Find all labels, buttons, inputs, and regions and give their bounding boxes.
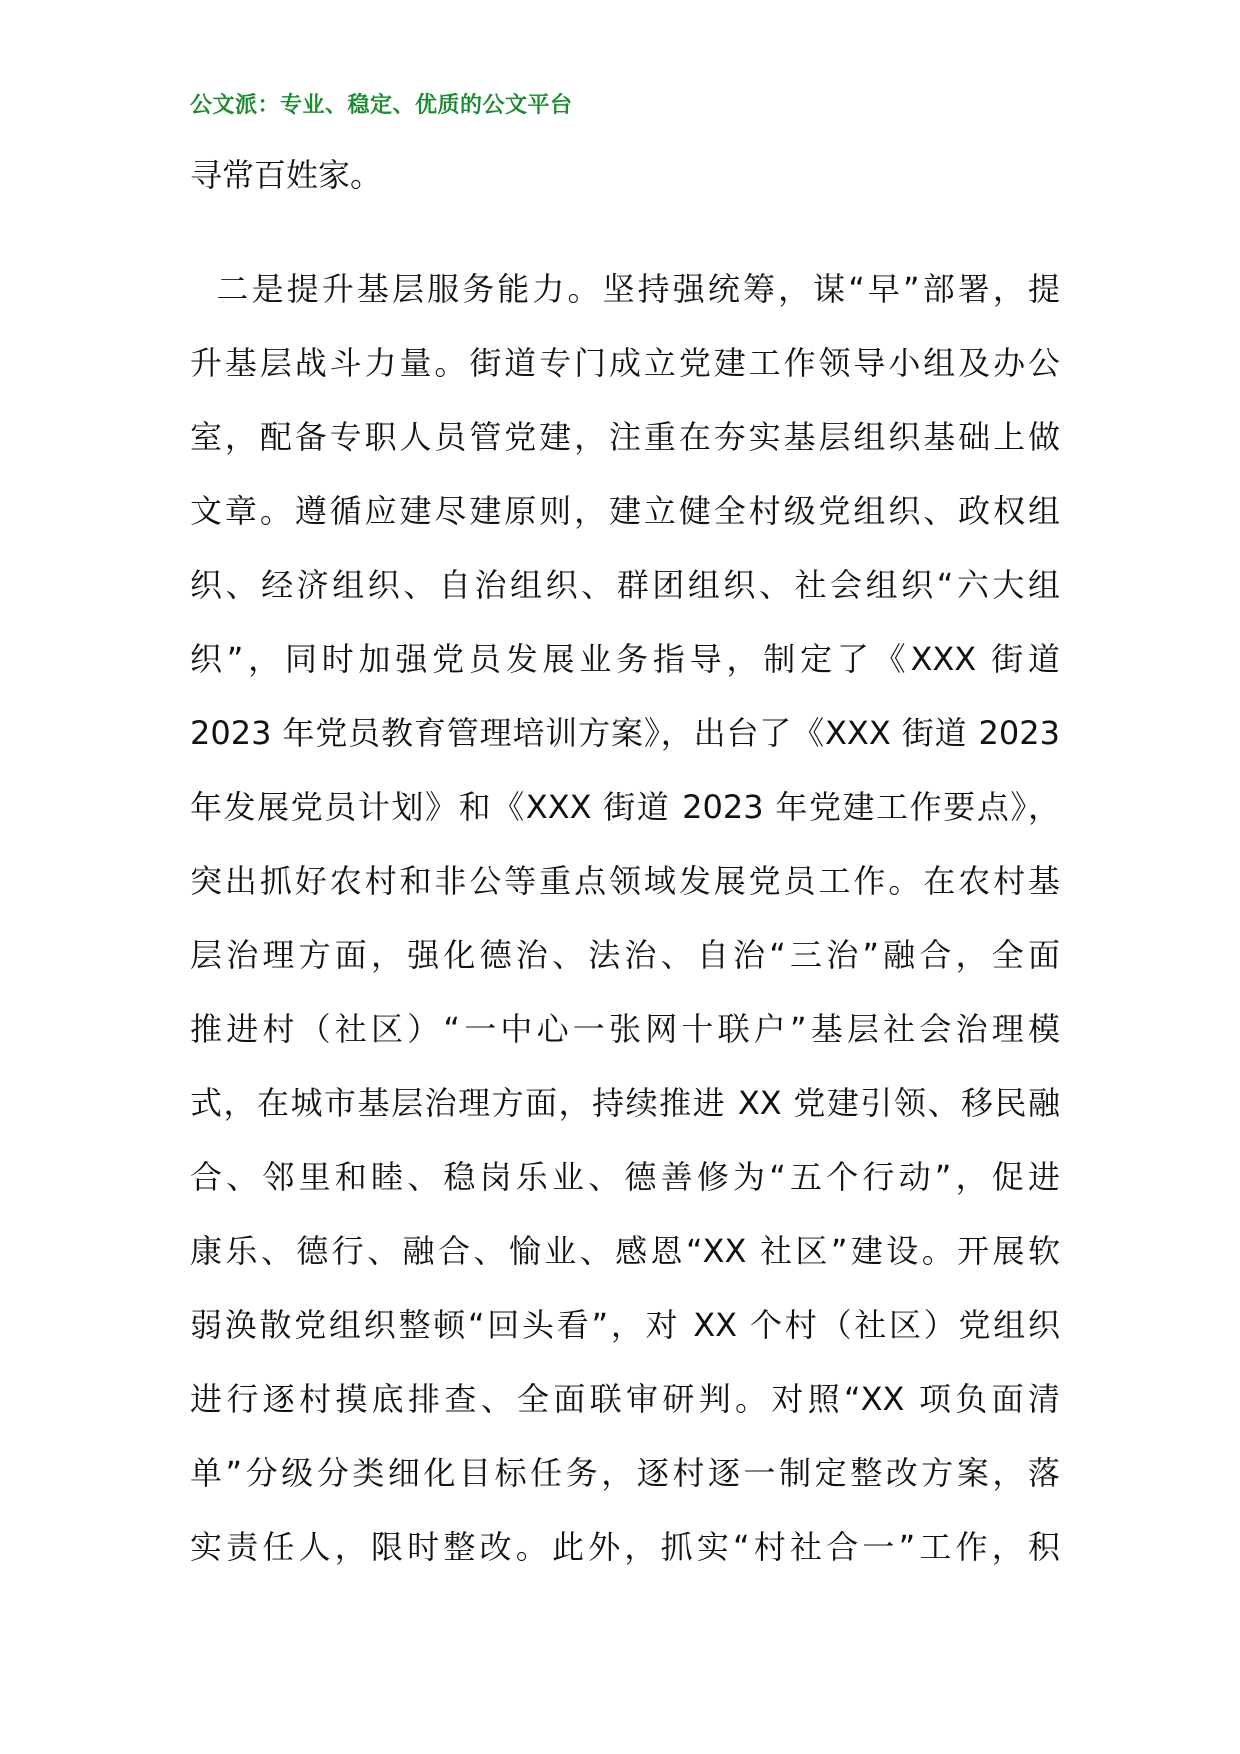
body-line-19: 实责任人，限时整改。此外，抓实“村社合一”工作，积 — [190, 1528, 1060, 1566]
body-line-3: 升基层战斗力量。街道专门成立党建工作领导小组及办公 — [190, 344, 1060, 382]
body-line-9: 年发展党员计划》和《XXX 街道 2023 年党建工作要点》， — [190, 788, 1060, 826]
body-line-16: 弱涣散党组织整顿“回头看”，对 XX 个村（社区）党组织 — [190, 1306, 1060, 1344]
body-line-2: 二是提升基层服务能力。坚持强统筹，谋“早”部署，提 — [190, 270, 1060, 308]
body-line-17: 进行逐村摸底排查、全面联审研判。对照“XX 项负面清 — [190, 1380, 1060, 1418]
body-line-6: 织、经济组织、自治组织、群团组织、社会组织“六大组 — [190, 566, 1060, 604]
body-line-8: 2023 年党员教育管理培训方案》，出台了《XXX 街道 2023 — [190, 714, 1060, 752]
body-line-13: 式，在城市基层治理方面，持续推进 XX 党建引领、移民融 — [190, 1084, 1060, 1122]
body-line-1: 寻常百姓家。 — [190, 156, 383, 194]
body-line-12: 推进村（社区）“一中心一张网十联户”基层社会治理模 — [190, 1010, 1060, 1048]
body-line-14: 合、邻里和睦、稳岗乐业、德善修为“五个行动”，促进 — [190, 1158, 1060, 1196]
body-line-15: 康乐、德行、融合、愉业、感恩“XX 社区”建设。开展软 — [190, 1232, 1060, 1270]
body-line-11: 层治理方面，强化德治、法治、自治“三治”融合，全面 — [190, 936, 1060, 974]
site-header-banner: 公文派：专业、稳定、优质的公文平台 — [190, 93, 573, 118]
body-line-7: 织”，同时加强党员发展业务指导，制定了《XXX 街道 — [190, 640, 1060, 678]
body-line-18: 单”分级分类细化目标任务，逐村逐一制定整改方案，落 — [190, 1454, 1060, 1492]
body-line-5: 文章。遵循应建尽建原则，建立健全村级党组织、政权组 — [190, 492, 1060, 530]
body-line-4: 室，配备专职人员管党建，注重在夯实基层组织基础上做 — [190, 418, 1060, 456]
body-line-10: 突出抓好农村和非公等重点领域发展党员工作。在农村基 — [190, 862, 1060, 900]
